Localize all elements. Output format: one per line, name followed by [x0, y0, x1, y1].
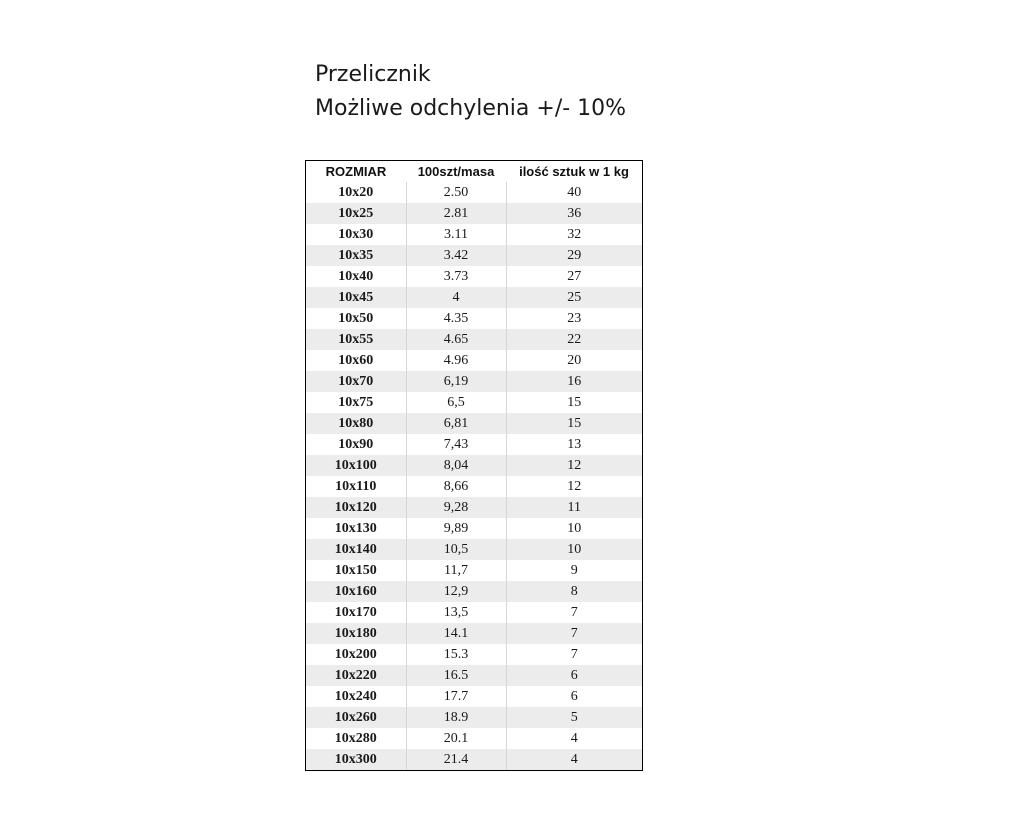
table-row: [306, 518, 642, 539]
size-cell: 10x220: [306, 665, 406, 686]
size-cell: 10x180: [306, 623, 406, 644]
mass-cell: 3.42: [406, 245, 506, 266]
mass-cell: 16.5: [406, 665, 506, 686]
mass-cell: 8,66: [406, 476, 506, 497]
table-header-row: [306, 161, 642, 182]
pieces-cell: 23: [506, 308, 642, 329]
table-row: [306, 728, 642, 749]
size-cell: 10x240: [306, 686, 406, 707]
size-cell: 10x300: [306, 749, 406, 770]
header-pieces-per-kg: ilość sztuk w 1 kg: [506, 161, 642, 182]
mass-cell: 3.11: [406, 224, 506, 245]
size-cell: 10x45: [306, 287, 406, 308]
pieces-cell: 12: [506, 476, 642, 497]
pieces-cell: 11: [506, 497, 642, 518]
mass-cell: 4.96: [406, 350, 506, 371]
size-cell: 10x40: [306, 266, 406, 287]
pieces-cell: 27: [506, 266, 642, 287]
pieces-cell: 36: [506, 203, 642, 224]
conversion-table: [306, 161, 642, 770]
pieces-cell: 10: [506, 539, 642, 560]
size-cell: 10x170: [306, 602, 406, 623]
pieces-cell: 7: [506, 602, 642, 623]
size-cell: 10x120: [306, 497, 406, 518]
size-cell: 10x160: [306, 581, 406, 602]
size-cell: 10x200: [306, 644, 406, 665]
page-title: Przelicznik: [315, 62, 431, 87]
pieces-cell: 6: [506, 665, 642, 686]
size-cell: 10x140: [306, 539, 406, 560]
table-row: [306, 665, 642, 686]
mass-cell: 8,04: [406, 455, 506, 476]
pieces-cell: 9: [506, 560, 642, 581]
pieces-cell: 20: [506, 350, 642, 371]
pieces-cell: 40: [506, 182, 642, 203]
size-cell: 10x130: [306, 518, 406, 539]
size-cell: 10x150: [306, 560, 406, 581]
mass-cell: 4.65: [406, 329, 506, 350]
tolerance-note: Możliwe odchylenia +/- 10%: [315, 96, 627, 121]
table-row: [306, 455, 642, 476]
pieces-cell: 6: [506, 686, 642, 707]
table-body: [306, 182, 642, 770]
table-row: [306, 644, 642, 665]
size-cell: 10x280: [306, 728, 406, 749]
mass-cell: 3.73: [406, 266, 506, 287]
mass-cell: 9,89: [406, 518, 506, 539]
mass-cell: 7,43: [406, 434, 506, 455]
pieces-cell: 8: [506, 581, 642, 602]
size-cell: 10x90: [306, 434, 406, 455]
size-cell: 10x100: [306, 455, 406, 476]
pieces-cell: 22: [506, 329, 642, 350]
pieces-cell: 13: [506, 434, 642, 455]
table-row: [306, 266, 642, 287]
size-cell: 10x50: [306, 308, 406, 329]
mass-cell: 17.7: [406, 686, 506, 707]
pieces-cell: 32: [506, 224, 642, 245]
table-row: [306, 329, 642, 350]
pieces-cell: 29: [506, 245, 642, 266]
mass-cell: 14.1: [406, 623, 506, 644]
table-row: [306, 350, 642, 371]
mass-cell: 11,7: [406, 560, 506, 581]
mass-cell: 13,5: [406, 602, 506, 623]
mass-cell: 20.1: [406, 728, 506, 749]
size-cell: 10x20: [306, 182, 406, 203]
mass-cell: 6,5: [406, 392, 506, 413]
table-row: [306, 497, 642, 518]
table-row: [306, 434, 642, 455]
mass-cell: 9,28: [406, 497, 506, 518]
pieces-cell: 15: [506, 392, 642, 413]
mass-cell: 10,5: [406, 539, 506, 560]
size-cell: 10x110: [306, 476, 406, 497]
mass-cell: 2.81: [406, 203, 506, 224]
mass-cell: 15.3: [406, 644, 506, 665]
pieces-cell: 16: [506, 371, 642, 392]
size-cell: 10x80: [306, 413, 406, 434]
size-cell: 10x60: [306, 350, 406, 371]
table-row: [306, 476, 642, 497]
pieces-cell: 25: [506, 287, 642, 308]
table-row: [306, 287, 642, 308]
header-mass-per-100: 100szt/masa: [406, 161, 506, 182]
mass-cell: 18.9: [406, 707, 506, 728]
mass-cell: 21.4: [406, 749, 506, 770]
pieces-cell: 4: [506, 749, 642, 770]
size-cell: 10x55: [306, 329, 406, 350]
size-cell: 10x30: [306, 224, 406, 245]
table-row: [306, 245, 642, 266]
pieces-cell: 7: [506, 644, 642, 665]
table-row: [306, 707, 642, 728]
table-row: [306, 203, 642, 224]
size-cell: 10x260: [306, 707, 406, 728]
mass-cell: 2.50: [406, 182, 506, 203]
mass-cell: 6,81: [406, 413, 506, 434]
pieces-cell: 5: [506, 707, 642, 728]
pieces-cell: 15: [506, 413, 642, 434]
table-row: [306, 413, 642, 434]
pieces-cell: 12: [506, 455, 642, 476]
size-cell: 10x75: [306, 392, 406, 413]
document-heading: [315, 58, 645, 126]
size-cell: 10x70: [306, 371, 406, 392]
mass-cell: 12,9: [406, 581, 506, 602]
table-row: [306, 581, 642, 602]
conversion-table-container: [305, 160, 643, 771]
pieces-cell: 10: [506, 518, 642, 539]
table-row: [306, 308, 642, 329]
size-cell: 10x35: [306, 245, 406, 266]
table-row: [306, 602, 642, 623]
mass-cell: 4.35: [406, 308, 506, 329]
header-size: ROZMIAR: [306, 161, 406, 182]
table-row: [306, 539, 642, 560]
table-row: [306, 560, 642, 581]
mass-cell: 6,19: [406, 371, 506, 392]
pieces-cell: 4: [506, 728, 642, 749]
table-row: [306, 392, 642, 413]
table-row: [306, 371, 642, 392]
mass-cell: 4: [406, 287, 506, 308]
table-row: [306, 182, 642, 203]
table-row: [306, 686, 642, 707]
table-row: [306, 224, 642, 245]
size-cell: 10x25: [306, 203, 406, 224]
table-row: [306, 749, 642, 770]
table-row: [306, 623, 642, 644]
pieces-cell: 7: [506, 623, 642, 644]
